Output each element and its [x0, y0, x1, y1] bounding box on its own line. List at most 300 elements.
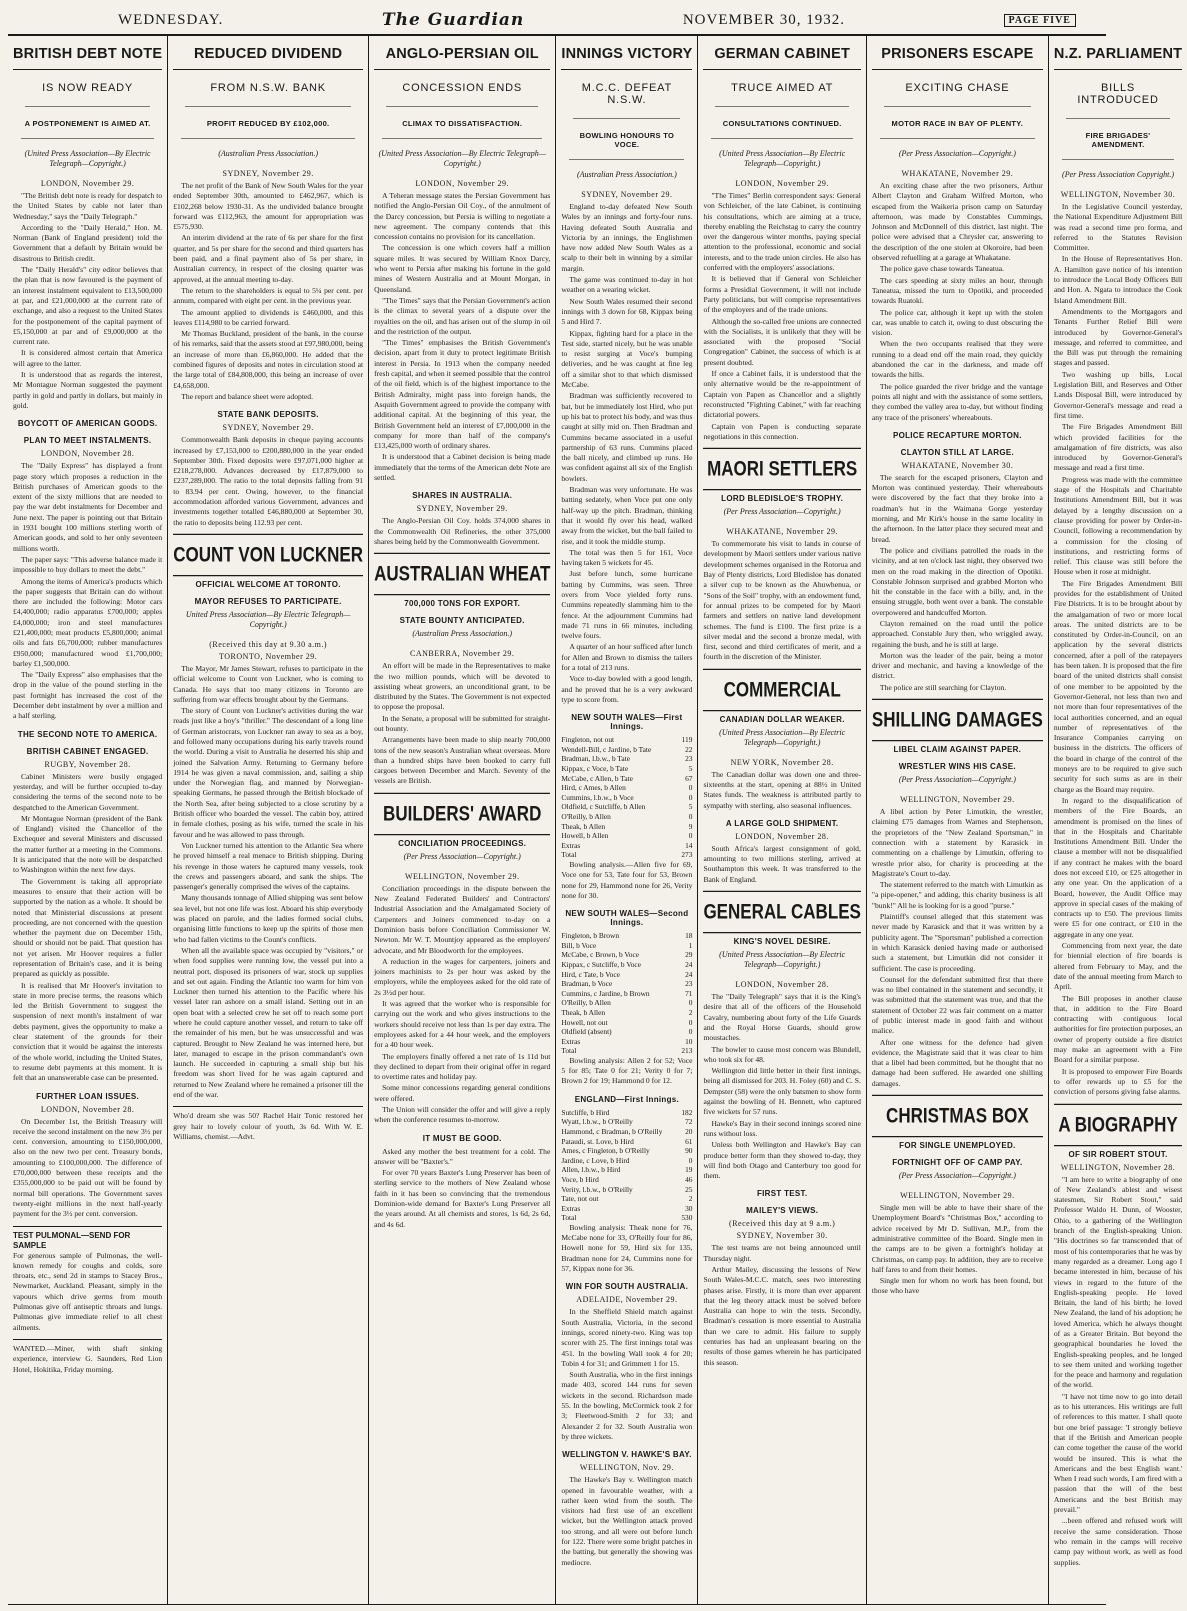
- score-batsman: McCabe, c Allen, b Tate: [561, 773, 633, 783]
- credit: (Per Press Association—Copyright.): [403, 851, 521, 861]
- paragraph: A reduction in the wages for carpenters, joiners and joiners machinists to 2s per hour was asked by the employers, while the employees asked for the old rate of 2s 3½d per hour.: [374, 956, 551, 997]
- headline-australian-wheat: AUSTRALIAN WHEAT: [374, 553, 550, 596]
- ad-text: For generous sample of Pulmonas, the well-known remedy for coughs and colds, sore throats, etc., send 2d in stamps to Stacey Bros., Newmarket, Auckland. Pleasant, simply in the vapours which drive germs from mouth Pulmonas give off antiseptic throats and lungs. Pulmonas give immediate relief to all chest ailments.: [13, 1250, 163, 1332]
- score-batsman: Bill, b Voce: [561, 940, 597, 950]
- column-7: [1049, 36, 1187, 1604]
- article-body: [703, 844, 860, 885]
- bowling-analysis: [561, 1223, 692, 1274]
- score-runs: 0: [688, 1155, 693, 1165]
- score-row: [561, 989, 692, 999]
- advertisement: [13, 1339, 162, 1375]
- score-batsman: Bradman, l.b.w., b Tate: [561, 754, 630, 764]
- paragraph: It was agreed that the worker who is responsible for carrying out the work and who gives instructions to the workers should receive not less than 1s per day extra. The employees asked for a 44 hour week, and the employers for a 40 hour week.: [374, 999, 551, 1050]
- score-row: [561, 735, 692, 745]
- paragraph: A libel action by Peter Limutkin, the wrestler, claiming £75 damages from Warnes and Stephenson, the proprietors of the "New Zealand Sportsman," in connection with a statement by Karasick in commenting on a challenge by Limutkin, offering to wrestle prior also, for charity is proceeding at the Magistrate's Court to-day.: [871, 807, 1043, 878]
- paragraph: The amount applied to dividends is £460,000, and this leaves £114,980 to be carried forward.: [173, 307, 364, 327]
- headline-nz-parliament: N.Z. PARLIAMENT: [1054, 40, 1182, 70]
- article-body: [1054, 202, 1182, 1098]
- article-body: [703, 191, 860, 442]
- paragraph: Plaintiff's counsel alleged that this statement was never made by Karasick and that it was written by a publicity agent. The "Sportsman" published a correction in which Karasick denied having made or authorised such a statement, but Limutkin did not consider it sufficient. The case is proceeding.: [871, 912, 1043, 973]
- dateline: LONDON, November 29.: [415, 179, 509, 188]
- score-batsman: Allen, l.b.w., b Hird: [561, 1165, 621, 1175]
- score-row: [561, 931, 692, 941]
- score-batsman: O'Reilly, b Allen: [561, 998, 611, 1008]
- score-batsman: Pataudi, st. Love, b Hird: [561, 1136, 634, 1146]
- section-subhead: WRESTLER WINS HIS CASE.: [898, 762, 1016, 772]
- section-subhead: OF SIR ROBERT STOUT.: [1068, 1149, 1168, 1159]
- section-head: THE SECOND NOTE TO AMERICA.: [17, 729, 158, 739]
- credit: (Australian Press Association.): [412, 629, 513, 639]
- dateline: WELLINGTON, November 29.: [900, 795, 1015, 805]
- credit: (United Press Association—By Electric Telegraph—Copyright.): [378, 149, 546, 168]
- paragraph: The police gave chase towards Taneatua.: [879, 264, 1005, 274]
- score-batsman: Ames, c Fingleton, b O'Reilly: [561, 1146, 650, 1156]
- paragraph: The concession is one which covers half a million square miles. It was secured by William Knox Darcy, who went to Persia after making his fortune in the gold mines of Western Australia and at Mount Morgan, in Queensland.: [374, 243, 551, 294]
- paragraph: Many thousands tonnage of Allied shipping was sent below sea level, but not one life was lost. Aboard his ship everybody was placed on parole, and the ladies formed social clubs, organising little functions to keep up the spirits of those men who had fallen victims to the Count's conflicts.: [173, 893, 364, 944]
- paragraph: Bowling analysis: Allen 2 for 52; Voce 5 for 85; Tate 0 for 21; Verity 0 for 7; Brown 2 for 19; Hammond 0 for 12.: [561, 1055, 693, 1086]
- paragraph: The story of Count von Luckner's activities during the war reads just like a boy's "thriller." The descendant of a long line of German aristocrats, von Luckner ran away to sea as a boy, and followed many occupations during his early travels round the world. During a visit to Australia he deserted his ship and joined the Salvation Army. Returning to Germany before 1914 he was given a naval commission, and, sailing a ship under the Norwegian flag, and manned by Norwegian-speaking Germans, he passed through the British blockade of the North Sea, after being subjected to a close scrutiny by a British officer who boarded the vessel. The cabin boy, attired in female clothes, posing as his wife, turned the scale in his favour and he was allowed to pass through.: [173, 706, 364, 839]
- article-body: [13, 191, 162, 411]
- dateline: WELLINGTON, Nov. 29.: [579, 1463, 674, 1473]
- paragraph: The total was then 5 for 161, Voce having taken 5 wickets for 45.: [561, 547, 693, 568]
- paragraph: An effort will be made in the Representatives to make the two million pounds, which will be devoted to assisting wheat growers, an unconditional grant, to be distributed by the States. The Government is not expected to oppose the proposal.: [374, 661, 551, 712]
- section-head: FURTHER LOAN ISSUES.: [36, 1091, 140, 1101]
- paragraph: Von Luckner turned his attention to the Atlantic Sea where he proved himself a real menace to British shipping. During his revenge in those waters he captured many vessels, took the crews and passengers aboard, and sank the ships. The passenger's generally comprised the wives of the captains.: [173, 840, 364, 892]
- paragraph: The report and balance sheet were adopted.: [181, 391, 313, 401]
- paragraph: The "Daily Express" has displayed a front page story which proposes a reduction in the British purchases of American goods to the extent of the sixty millions that are needed to pay the war debt instalments for December and June next. The paper is pointing out that Britain in 1931 bought 100 millions sterling worth of American goods, and sold to her only seventeen millions worth.: [13, 461, 163, 553]
- column-1: [8, 36, 168, 1604]
- article-body: [872, 473, 1043, 693]
- paragraph: In the Sheffield Shield match against South Australia, Victoria, in the second innings, scored ninety-two. King was top scorer with 25. The first innings total was 451. In the bowling Wall took 4 for 20; Tobin 4 for 31; and Grimmett 1 for 15.: [561, 1307, 693, 1368]
- score-runs: 0: [688, 1027, 693, 1037]
- paragraph: The return to the shareholders is equal to 5¼ per cent. per annum, compared with eight per cent. in the previous year.: [173, 285, 364, 306]
- headline-builders-award: BUILDERS' AWARD: [374, 793, 550, 836]
- bowling-analysis: [561, 860, 692, 901]
- dateline: WELLINGTON, November 29.: [404, 871, 520, 881]
- paragraph: Amendments to the Mortgagors and Tenants Further Relief Bill were introduced by Governor-General's message, and referred to committee, and the Bill was put through the remaining stages and passed.: [1053, 306, 1183, 368]
- subhead-2: CLIMAX TO DISSATISFACTION.: [382, 119, 542, 139]
- dateline: SYDNEY, November 30.: [736, 1231, 828, 1241]
- paragraph: The police car, although it kept up with the stolen car, was unable to catch it, owing to dust obscuring the vision.: [871, 307, 1043, 338]
- section-head: BOYCOTT OF AMERICAN GOODS.: [17, 419, 158, 429]
- paragraph: ...been offered and refused work will receive the same consideration. Those who remain in the camps will receive camp pay without work, as well as food supplies.: [1053, 1516, 1183, 1567]
- paragraph: The game was continued to-day in hot weather on a wearing wicket.: [561, 275, 693, 295]
- paragraph: Mr Montague Norman (president of the Bank of England) visited the Chancellor of the Exchequer and several Ministers and discussed the matter further at a meeting in the Commons. It is anticipated that the note will be despatched to Washington within the next few days.: [13, 813, 163, 875]
- column-2: [168, 36, 369, 1604]
- score-row: [561, 941, 692, 951]
- section-head: WELLINGTON V. HAWKE'S BAY.: [562, 1450, 692, 1460]
- score-batsman: Jardine, c Love, b Hird: [561, 1155, 630, 1165]
- paragraph: The Hawke's Bay v. Wellington match opened in favourable weather, with a rather keen wind from the south. The visitors had first use of an excellent wicket, but the Wellington attack proved too strong, and all were out before lunch for 122. There were some bright patches in the batting, but generally the showing was mediocre.: [561, 1475, 693, 1567]
- paragraph: After one witness for the defence had given evidence, the Magistrate said that it was clear to him that a libel had been committed, but he thought that no damage had been suffered. He awarded one shilling damages.: [871, 1037, 1043, 1088]
- score-runs: 213: [681, 1046, 693, 1056]
- credit: (Per Press Association—Copyright.): [723, 507, 841, 517]
- paragraph: "The Times" emphasises the British Government's decision, apart from it duty to protect legitimate British interest in Persia. In 1913 when the company needed fresh capital, and when it seemed possible that the control of the oil field, which is of the highest importance to the British Admiralty, might pass into foreign hands, the Asquith Government agreed to provide the company with additional capital. At the beginning of this year, the British Government held an interest of £7,000,000 in the company for more than half of the company's £13,425,000 worth of ordinary shares.: [374, 338, 551, 451]
- score-row: [561, 979, 692, 989]
- paragraph: The test teams are not being announced until Thursday night.: [703, 1243, 861, 1263]
- dateline: TORONTO, November 29.: [219, 651, 318, 661]
- paragraph: For over 70 years Baxter's Lung Preserver has been of sterling service to the mothers of New Zealand whose faith in it has been so convincing that the tremendous Dominion-wide demand for Baxter's Lung Preserver all the years around. At all chemists and stores, 1s 6d, 2s 6d, and 4s 6d.: [374, 1168, 551, 1229]
- paragraph: Single men will be able to have their share of the Unemployment Board's "Christmas Box," according to advice received by Mr D. Sullivan, M.P., from the administrative committee of the Board. Single men in the camps are to be given a fortnight's holiday at Christmas, on camp pay. In addition, they are to receive half fares to and from their homes.: [871, 1203, 1043, 1274]
- paragraph: Single men for whom no work has been found, but those who have: [871, 1276, 1043, 1296]
- score-batsman: Kippax, c Voce, b Tate: [561, 764, 629, 774]
- score-runs: 90: [685, 1146, 693, 1156]
- score-runs: 9: [688, 821, 693, 831]
- dateline: WHAKATANE, November 29.: [901, 169, 1014, 178]
- headline-anglo-persian-oil: ANGLO-PERSIAN OIL: [374, 40, 550, 70]
- paragraph: It is believed that if General von Schleicher forms a Presidial Government, it will not include Party politicians, but will comprise representatives of the employers and of the trade unions.: [703, 274, 861, 315]
- dateline: SYDNEY, November 29.: [222, 423, 314, 433]
- score-row: [561, 1108, 692, 1118]
- scorecard-nsw-second: [561, 931, 692, 1056]
- score-row: [561, 1185, 692, 1195]
- paragraph: Hawke's Bay in their second innings scored nine runs without loss.: [703, 1118, 861, 1138]
- score-runs: 2: [688, 1007, 693, 1017]
- paragraph: In regard to the disqualification of members of the Fire Boards, an amendment is promised on the lines of that in the Hospitals and Charitable Institutions Amendment Bill. Under the clause a member will not be disqualified if any contract he makes with the board does not exceed £10, or £25 altogether in any one year. On the application of a Board, however, the Audit Office may approve in special cases of the making of contracts up to £50. The previous limits were £5 for one contract, or £10 in the aggregate in any one year.: [1053, 795, 1183, 939]
- column-5: [698, 36, 866, 1604]
- score-batsman: O'Reilly, b Allen: [561, 812, 611, 821]
- section-subhead: STATE BOUNTY ANTICIPATED.: [399, 616, 525, 626]
- subhead-1: IS NOW READY: [25, 82, 150, 107]
- score-row: [561, 822, 692, 832]
- score-batsman: Cummins, c Jardine, b Brown: [561, 988, 650, 998]
- score-row: [561, 802, 692, 812]
- article-body: [173, 435, 363, 528]
- score-row: [561, 950, 692, 960]
- score-row: [561, 783, 692, 793]
- score-runs: 0: [688, 1017, 693, 1027]
- column-4: [556, 36, 698, 1604]
- paragraph: The police are still searching for Clayton.: [879, 682, 1007, 692]
- article-body: [13, 461, 162, 721]
- score-runs: 119: [681, 735, 693, 745]
- received-note: (Received this day at 9.30 a.m.): [209, 639, 328, 649]
- paragraph: Cabinet Ministers were busily engaged yesterday, and will be further occupied to-day considering the terms of the second note to be despatched to the American Government.: [13, 771, 163, 812]
- scorecard-title: ENGLAND—First Innings.: [574, 1094, 680, 1104]
- headline-british-debt-note: BRITISH DEBT NOTE: [13, 40, 162, 70]
- article-body: [374, 516, 550, 547]
- masthead-day: WEDNESDAY.: [118, 11, 224, 28]
- score-runs: 273: [681, 850, 693, 860]
- ad-text: Who'd dream she was 50? Rachel Hair Tonic restored her grey hair to lovely colour of youth, 3s 6d. With W. E. Williams, chemist.—Advt.: [173, 1111, 364, 1141]
- section-head: IT MUST BE GOOD.: [422, 1133, 502, 1143]
- section-subhead: CONCILIATION PROCEEDINGS.: [398, 838, 527, 848]
- subhead-1: BILLS INTRODUCED: [1066, 82, 1170, 119]
- paragraph: An interim dividend at the rate of 6s per share for the first quarter, and 5s per share for the second and third quarters has been paid, and a final payment also of 5s per share, in Australian currency, in respect of the closing quarter was approved, at the annual meeting to-day.: [173, 233, 364, 284]
- score-row: [561, 850, 692, 860]
- headline-prisoners-escape: PRISONERS ESCAPE: [872, 40, 1043, 70]
- credit: (Australian Press Association.): [218, 149, 319, 158]
- paragraph: The police and civilians patrolled the roads in the vicinity, and at ten o'clock last night, they observed two men on the road making in the direction of Opotiki. Constable Johnson surprised and grabbed Morton who hit the constable in the face with a billy, and, in the ensuing struggle, both went over a bank. The constable overpowered and handcuffed Morton.: [871, 545, 1043, 617]
- score-batsman: Total: [561, 1213, 577, 1223]
- section-subhead: PLAN TO MEET INSTALMENTS.: [23, 436, 152, 446]
- credit: (United Press Association—By Electric Telegraph—Copyright.): [719, 149, 846, 168]
- score-runs: 24: [685, 969, 693, 979]
- credit: (Per Press Association—Copyright.): [898, 1171, 1016, 1181]
- dateline: SYDNEY, November 29.: [416, 504, 508, 514]
- score-batsman: Cummins, l.b.w., b Voce: [561, 792, 634, 802]
- score-batsman: Tate, not out: [561, 1194, 599, 1204]
- column-3: [369, 36, 556, 1604]
- score-batsman: Voce, b Hird: [561, 1174, 599, 1184]
- score-row: [561, 1137, 692, 1147]
- score-batsman: Fingleton, not out: [561, 735, 615, 745]
- score-row: [561, 1156, 692, 1166]
- score-runs: 5: [688, 802, 693, 812]
- score-row: [561, 1008, 692, 1018]
- score-runs: 530: [681, 1213, 693, 1223]
- paragraph: Wellington did little better in their first innings, being all dismissed for 203. H. Foley (60) and C. S. Dempster (58) were the only batsmen to show form against the bowling of H. Bennett, who captured five wickets for 57 runs.: [703, 1066, 861, 1117]
- paragraph: Bradman was sufficiently recovered to bat, but he immediately lost Hird, who put up his bat to protect his body, and was thus caught at silly mid on. Then Bradman and Cummins became associated in a useful partnership of 63 runs. Cummins placed the ball nicely, and climbed up runs. He was confident against all six of the English bowlers.: [561, 391, 693, 483]
- subhead-1: FROM N.S.W. BANK: [185, 82, 351, 107]
- score-runs: 30: [685, 1203, 693, 1213]
- dateline: WHAKATANE, November 30.: [901, 460, 1014, 470]
- paragraph: It is proposed to empower Fire Boards to offer rewards up to £5 for the conviction of persons giving false alarms.: [1053, 1066, 1183, 1097]
- headline-commercial: COMMERCIAL: [703, 668, 860, 711]
- score-runs: 22: [685, 744, 693, 754]
- subhead-2: MOTOR RACE IN BAY OF PLENTY.: [880, 119, 1035, 139]
- headline-maori-settlers: MAORI SETTLERS: [703, 448, 860, 491]
- article-body: [703, 539, 860, 663]
- score-row: [561, 793, 692, 803]
- score-batsman: Extras: [561, 1203, 581, 1213]
- paragraph: The Fire Brigades Amendment Bill provides for the establishment of United Fire Districts. It is to be brought about by the amalgamation of two or more local areas. The united districts are to be constituted by Order-in-Council, on an application by the several districts concerned, after a poll of the ratepayers has been taken. It is proposed that the fire board of the united districts shall consist of one member to be appointed by the Governor-General, not less than two and not more than four representatives of the local authorities concerned, and an equal number of representatives of the Insurance Companies carrying on business in the districts. The officers of the board in charge of the control of the moneys are to be required to give such security for such sums as are in their charge as the Board may require.: [1053, 578, 1183, 794]
- paragraph: The statement referred to the match with Limutkin as "a pipe-opener," and adding, this charity business is all "bunk!" All he is looking for is a good "purse.": [871, 880, 1043, 910]
- headline-christmas-box: CHRISTMAS BOX: [872, 1095, 1043, 1138]
- score-row: [561, 1018, 692, 1028]
- credit: (United Press Association—By Electric Telegraph—Copyright.): [719, 950, 846, 970]
- paragraph: The Bill proposes in another clause that, in addition to the Fire Board contracting with contiguous local authorities for fire protection purposes, an owner of property outside a fire district may make an agreement with a Fire Board for a similar purpose.: [1053, 993, 1183, 1065]
- masthead-date: NOVEMBER 30, 1932.: [682, 11, 845, 28]
- dateline: ADELAIDE, November 29.: [576, 1295, 678, 1305]
- score-row: [561, 764, 692, 774]
- score-batsman: Extras: [561, 1036, 581, 1046]
- section-subhead: FORTNIGHT OFF OF CAMP PAY.: [892, 1158, 1023, 1168]
- score-row: [561, 1117, 692, 1127]
- score-row: [561, 841, 692, 851]
- dateline: NEW YORK, November 28.: [730, 757, 834, 767]
- score-batsman: Kippax, c Sutcliffe, b Voce: [561, 959, 641, 969]
- dateline: LONDON, November 29.: [735, 179, 829, 188]
- score-runs: 0: [688, 831, 693, 841]
- dateline: SYDNEY, November 29.: [581, 190, 673, 199]
- article-body: [374, 884, 550, 1126]
- score-runs: 0: [688, 812, 693, 821]
- ad-head: TEST PULMONAL—SEND FOR SAMPLE: [13, 1230, 131, 1250]
- score-row: [561, 1127, 692, 1137]
- paragraph: When the two occupants realised that they were running to a dead end off the main road, they quickly abandoned the car in the darkness, and made off towards the hills.: [871, 339, 1043, 380]
- article-body: [872, 807, 1043, 1089]
- score-runs: 23: [685, 979, 693, 989]
- score-batsman: Howell, not out: [561, 1017, 608, 1027]
- article-body: [872, 181, 1043, 423]
- paragraph: Morton was the leader of the pair, being a motor driver and mechanic, and having a knowledge of the district.: [871, 650, 1043, 681]
- paragraph: It is understood that a Cabinet decision is being made immediately that the terms of the American debt Note are settled.: [374, 452, 551, 483]
- subhead-2: BOWLING HONOURS TO VOCE.: [569, 131, 684, 160]
- paragraph: The "Daily Telegraph" says that it is the King's desire that all of the officers of the Household Cavalry, numbering about forty of the Life Guards and the Royal Horse Guards, should grow moustaches.: [703, 992, 861, 1043]
- score-row: [561, 831, 692, 841]
- score-batsman: Wendell-Bill, c Jardine, b Tate: [561, 744, 652, 754]
- subhead-2: CONSULTATIONS CONTINUED.: [711, 119, 852, 139]
- section-head: FIRST TEST.: [756, 1189, 808, 1199]
- score-row: [561, 812, 692, 822]
- score-runs: 20: [685, 1126, 693, 1136]
- paragraph: The Anglo-Persian Oil Coy. holds 374,000 shares in the Commonwealth Oil Refineries, the other 375,000 shares being held by the Commonwealth Government.: [374, 516, 551, 546]
- paragraph: It is realised that Mr Hoover's invitation to state in more precise terms, the reasons which led the British Government to suggest the suspension of next month's instalment of war debts payment, gives the opportunity to make a clear statement of the grounds for their conviction that it would be against the interests of the whole world, including the United States, to resume debt payments at this moment. It is felt that an unanswerable case can be presented.: [13, 980, 163, 1083]
- paragraph: It is considered almost certain that America will agree to the latter.: [13, 348, 163, 368]
- bowling-analysis: [561, 1056, 692, 1087]
- dateline: WELLINGTON, November 29.: [900, 1191, 1015, 1201]
- paragraph: Progress was made with the committee stage of the Hospitals and Charitable Institutions Amendment Bill, but it was delayed by a lengthy discussion on a clause providing for power by Order-in-Council, following a recommendation by a commission for the closing of institutions, and restricting forms of relief. This clause was still before the House when it rose at midnight.: [1053, 474, 1183, 577]
- score-runs: 25: [685, 1184, 693, 1194]
- score-row: [561, 745, 692, 755]
- score-row: [561, 998, 692, 1008]
- paragraph: South Africa's largest consignment of gold, amounting to two millions sterling, arrived at Southampton this week. It was transferred to the Bank of England.: [703, 843, 861, 884]
- paragraph: "The British debt note is ready for despatch to the United States by cable not later than Wednesday," says the "Daily Telegraph.": [13, 191, 163, 221]
- score-runs: 2: [688, 1194, 693, 1204]
- section-subhead: CLAYTON STILL AT LARGE.: [900, 447, 1015, 457]
- paragraph: An exciting chase after the two prisoners, Arthur Albert Clayton and Graham Wilfred Morton, who escaped from the Waikeria prison camp on Saturday afternoon, was made by Constables Cummings, Johnson and McDonnell of this district, last night. The police were advised that a Chrysler car, answering to the description of the one stolen at Okoroire, had been observed refuelling at a garage at Whakatane.: [871, 181, 1043, 263]
- headline-general-cables: GENERAL CABLES: [703, 891, 860, 934]
- score-batsman: Total: [561, 850, 577, 860]
- score-batsman: Wyatt, l.b.w., b O'Reilly: [561, 1117, 633, 1127]
- paragraph: The Fire Brigades Amendment Bill which provided facilities for the amalgamation of fire districts, was also introduced by Governor-General's message and read a first time.: [1053, 422, 1183, 473]
- dateline: RUGBY, November 28.: [44, 759, 131, 769]
- headline-count-von-luckner: COUNT VON LUCKNER: [173, 534, 363, 577]
- masthead-paper-name: The Guardian: [381, 10, 525, 30]
- score-runs: 14: [685, 840, 693, 850]
- section-head: STATE BANK DEPOSITS.: [217, 410, 319, 420]
- paragraph: Although the so-called free unions are connected with the Socialists, it is unlikely that they will be associated with the proposed "Social Congregation" Cabinet, the success of which is at present doubted.: [703, 316, 861, 367]
- dateline: WELLINGTON, November 28.: [1060, 1162, 1176, 1172]
- section-head: WIN FOR SOUTH AUSTRALIA.: [565, 1282, 689, 1292]
- score-runs: 10: [685, 1036, 693, 1046]
- article-body: [561, 1307, 692, 1442]
- paragraph: The Government is taking all appropriate measures to ensure that their action will be supported by the nation as a whole. It should be noted that Ministerial discussions at present proceeding, are not concerned with the question whether the payment due on December 15th, should or should not be paid. That question has not yet arisen. Mr Hoover requires a fuller representation of Britain's case, and it is being prepared as quickly as possible.: [13, 876, 163, 979]
- dateline: LONDON, November 28.: [40, 1104, 135, 1114]
- score-batsman: Hird, c Ames, b Allen: [561, 783, 626, 793]
- credit: (Australian Press Association.): [577, 170, 677, 179]
- paragraph: The police guarded the river bridge and the vantage points all night and with the assistance of some settlers, they combed the valley area to-day, but without finding any trace of the prisoners' whereabouts.: [871, 381, 1043, 422]
- score-row: [561, 1046, 692, 1056]
- score-row: [561, 1027, 692, 1037]
- score-row: [561, 1146, 692, 1156]
- paragraph: "The Times" Berlin correspondent says: General von Schleicher, of the late Cabinet, is continuing his consultations, which are aiming at a truce, thereby enabling the Reichstag to carry the country over the dangerous winter months, paying special attention to the professional, economic and social interests, and to the trade union circles. He also has conferred with the employers' associations.: [703, 191, 861, 273]
- score-batsman: Verity, l.b.w., b O'Reilly: [561, 1184, 633, 1194]
- section-subhead: LIBEL CLAIM AGAINST PAPER.: [893, 745, 1022, 755]
- dateline: SYDNEY, November 29.: [222, 169, 314, 178]
- paragraph: "The Times" says that the Persian Government's action is the climax to several years of a dispute over the royalties on the oil, and has arisen out of the slump in oil and the restriction of the output.: [374, 295, 551, 336]
- section-head: POLICE RECAPTURE MORTON.: [892, 430, 1022, 440]
- score-runs: 1: [688, 940, 693, 950]
- score-runs: 0: [688, 783, 693, 793]
- headline-german-cabinet: GERMAN CABINET: [703, 40, 860, 70]
- paragraph: "I have not time now to go into detail as to his utterances. His writings are full of references to this matter. I shall quote but one brief passage: 'I strongly believe that if the British and American people can come together the cause of the world would be insured. This is what the Americans and the best English want.' When I read such words, I am fired with a passion that the will of the best Americans and the best British may prevail.": [1053, 1391, 1183, 1515]
- paragraph: The Canadian dollar was down one and three-sixteenths at the start, opening at 88½ in United States funds. The weakness is attributed partly to sympathy with sterling, also seasonal influences.: [703, 769, 861, 810]
- paragraph: Captain von Papen is conducting separate negotiations in this connection.: [703, 421, 861, 441]
- article-body: [872, 1203, 1043, 1297]
- news-columns: [8, 36, 1183, 1605]
- paragraph: In the Senate, a proposal will be submitted for straight-out bounty.: [374, 713, 551, 733]
- score-batsman: Oldfield, c Sutcliffe, b Allen: [561, 802, 646, 812]
- subhead-2: FIRE BRIGADES' AMENDMENT.: [1062, 131, 1174, 160]
- article-body: [173, 664, 363, 1100]
- paragraph: Among the items of America's products which the paper suggests that Britain can do without there are included the following: Motor cars £4,400,000; radio apparatus £700,000; apples £4,000,000; iron and steel manufactures £21,400,000; meat products £5,800,000; animal oils and fats £6,700,000; rubber manufactures £950,000; manufactured wood £1,700,000; barley £1,500,000.: [13, 576, 163, 668]
- score-runs: 71: [685, 988, 693, 998]
- headline-reduced-dividend: REDUCED DIVIDEND: [173, 40, 363, 70]
- paragraph: The paper says: "This adverse balance made it impossible to buy dollars to meet the debt.": [13, 554, 163, 575]
- score-batsman: Oldfield (absent): [561, 1027, 612, 1037]
- score-row: [561, 1165, 692, 1175]
- article-body: [703, 992, 860, 1181]
- article-body: [1054, 1175, 1182, 1568]
- paragraph: To commemorate his visit to lands in course of development by Maori settlers under various native development schemes organised in the Rotorua and Bay of Plenty districts, Lord Bledisloe has donated a silver cup to be known as the Ahuwhenua, or "Sons of the Soil" trophy, with an endowment fund, for annual prizes to be competed for by Maori farmers and settlers on native land development schemes. The fund is £100. The first prize is a silver medal and the second a bronze medal, with first, second and third certificates of merit, and a fourth in the discretion of the Minister.: [703, 539, 861, 662]
- scorecard-nsw-first: [561, 735, 692, 860]
- paragraph: Bowling analysis: Theak none for 76, McCabe none for 33, O'Reilly four for 86, Howell none for 59, Hird six for 135, Bradman none for 24, Cummins none for 57, Kippax none for 36.: [561, 1222, 693, 1274]
- score-row: [561, 960, 692, 970]
- paragraph: Some minor concessions regarding general conditions were offered.: [374, 1083, 551, 1103]
- paragraph: On December 1st, the British Treasury will receive the second instalment on the new 3½ per cent. conversion, amounting to £150,000,000, also on the new two per cent. Treasury bonds, amounting to £100,000,000. The difference of £70,000,000 between these receipts and the £355,000,000 to be paid out will be found by normal bill operations. The Government saves twenty-eight millions in the next half-yearly payment for the 3½ per cent. conversion.: [13, 1116, 163, 1219]
- score-row: [561, 970, 692, 980]
- score-runs: 61: [685, 1136, 693, 1146]
- section-subhead: BRITISH CABINET ENGAGED.: [26, 746, 149, 756]
- section-head: A LARGE GOLD SHIPMENT.: [725, 818, 839, 828]
- section-subhead: KING'S NOVEL DESIRE.: [733, 937, 831, 947]
- dateline: LONDON, November 28.: [40, 449, 135, 459]
- paragraph: England to-day defeated New South Wales by an innings and forty-four runs. Having defeated South Australia and Victoria by an innings, the Englishmen have now added New South Wales as a scalp to their belt in winning by a similar margin.: [561, 202, 693, 273]
- article-body: [374, 191, 550, 483]
- paragraph: The cars speeding at sixty miles an hour, through Taneatua, missed the turn to Opotiki, and proceeded towards Ruatoki.: [871, 275, 1043, 306]
- score-row: [561, 1037, 692, 1047]
- section-subhead: LORD BLEDISLOE'S TROPHY.: [721, 494, 844, 504]
- score-runs: 72: [685, 1117, 693, 1127]
- paragraph: A quarter of an hour sufficed after lunch for Allen and Brown to dismiss the tailers for a total of 213 runs.: [561, 642, 693, 673]
- paragraph: Conciliation proceedings in the dispute between the New Zealand Federated Builders' and Contractors' Industrial Association and the Amalgamated Society of Carpenters and Joiners commenced to-day on a Dominion basis before Conciliation Commissioner W. Newton. Mr W. T. Mountjoy appeared as the employers' advocate, and Mr Bloodworth for the employees.: [374, 883, 551, 955]
- section-head: SHARES IN AUSTRALIA.: [412, 491, 513, 501]
- score-row: [561, 774, 692, 784]
- section-subhead: MAILEY'S VIEWS.: [746, 1206, 819, 1216]
- dateline: LONDON, November 28.: [735, 831, 829, 841]
- section-subhead: OFFICIAL WELCOME AT TORONTO.: [195, 579, 341, 589]
- article-body: [561, 1475, 692, 1568]
- scorecard-england-first: [561, 1108, 692, 1223]
- score-runs: 19: [685, 1165, 693, 1175]
- score-runs: 67: [685, 773, 693, 783]
- paragraph: Mr Thomas Buckland, president of the bank, in the course of his remarks, said that the assets stood at £97,980,000, being an increase of more than £6,860,000. He added that the combined figures of deposits and notes in circulation stood at the large total of £84,808,000, this being an increase of over £4,658,000.: [173, 329, 364, 390]
- subhead-1: CONCESSION ENDS: [386, 82, 538, 107]
- score-runs: 29: [685, 950, 693, 960]
- paragraph: Just before lunch, some hurricane batting by Cummins, was seen. Three overs from Voce yielded forty runs. Cummins repeatedly slamming him to the fence. At the adjournment Cummins had made 71 runs in 66 minutes, including twelve fours.: [561, 569, 693, 641]
- article-body: [374, 661, 550, 787]
- score-batsman: Total: [561, 1046, 577, 1056]
- article-body: [561, 202, 692, 705]
- paragraph: The "Daily Express" also emphasises that the drop in the value of the pound sterling in the past fortnight has increased the cost of the December debt instalment by over a million and a half sterling.: [13, 670, 163, 721]
- credit: United Press Association—By Electric Telegraph—Copyright.): [185, 609, 351, 629]
- paragraph: Clayton remained on the road until the police approached. Constable Jury then, who wriggled away, regaining the bush, and he is still at large.: [871, 618, 1043, 649]
- paragraph: The employers finally offered a net rate of 1s 11d but they declined to depart from their original offer in regard to overtime rates and holiday pay.: [374, 1051, 551, 1082]
- dateline: WHAKATANE, November 29.: [726, 527, 839, 537]
- score-batsman: Hammond, c Bradman, b O'Reilly: [561, 1126, 663, 1136]
- headline-a-biography: A BIOGRAPHY: [1054, 1103, 1182, 1146]
- paragraph: Two washing up bills, Local Legislation Bill, and Reserves and Other Lands Disposal Bill, were introduced by Governor-General's message and read a first time.: [1053, 369, 1183, 420]
- headline-shilling-damages: SHILLING DAMAGES: [872, 699, 1043, 742]
- score-runs: 24: [685, 959, 693, 969]
- scorecard-title: NEW SOUTH WALES—Second Innings.: [565, 909, 689, 928]
- score-runs: 23: [685, 754, 693, 764]
- paragraph: The Union will consider the offer and will give a reply when the conference resumes to-morrow.: [374, 1105, 551, 1125]
- section-subhead: MAYOR REFUSES TO PARTICIPATE.: [194, 596, 342, 606]
- received-note: (Received this day at 9 a.m.): [729, 1219, 836, 1229]
